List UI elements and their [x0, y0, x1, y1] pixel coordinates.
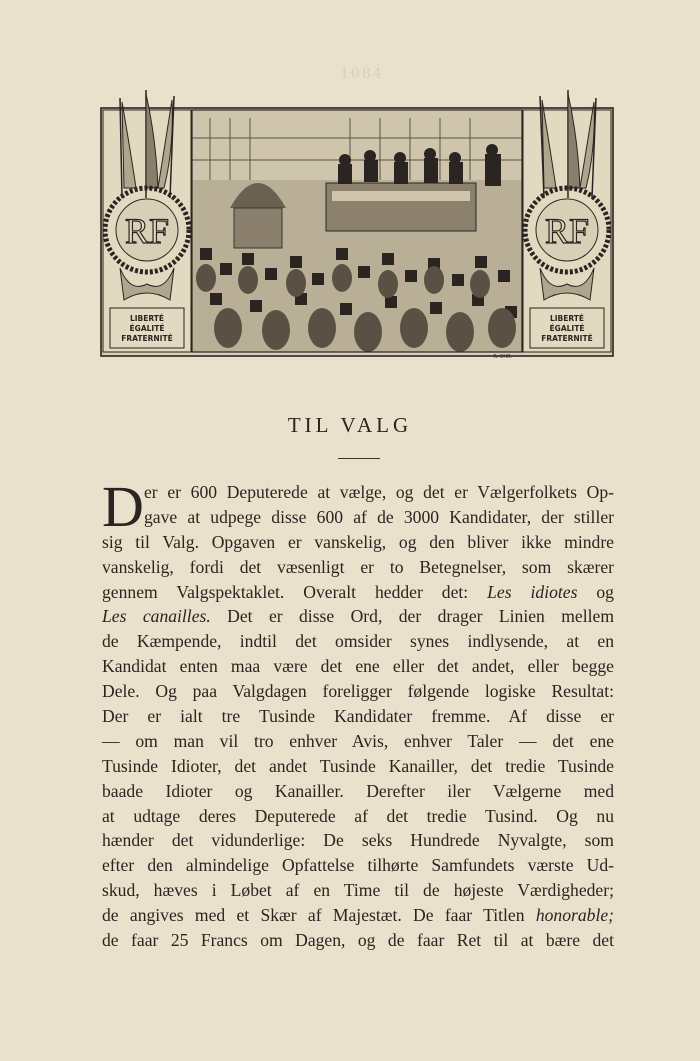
right-monogram: RF: [544, 211, 590, 251]
body-line: Les canailles. Det er disse Ord, der drager Linien mellem: [102, 606, 614, 627]
left-motto-line-3: FRATERNITÉ: [121, 334, 173, 343]
body-line: — om man vil tro enhver Avis, enhver Taler — det ene: [102, 730, 614, 751]
header-illustration: [100, 88, 614, 360]
body-line: at udtage deres Deputerede af det tredie Tusind. Og nu: [102, 805, 614, 826]
left-motto-line-2: ÉGALITÉ: [129, 324, 165, 333]
body-line: hænder det vidunderlige: De seks Hundrede Nyvalgte, som: [102, 830, 614, 851]
body-line: efter den almindelige Opfattelse tilhørte Samfundets værste Ud-: [102, 855, 614, 876]
body-line: gennem Valgspektaklet. Overalt hedder det: Les idiotes og: [102, 581, 614, 602]
body-line: vanskelig, fordi det væsenligt er to Betegnelser, som skærer: [102, 556, 614, 577]
body-line: Dele. Og paa Valgdagen foreligger følgende logiske Resultat:: [102, 681, 614, 702]
italic-phrase: honorable;: [535, 905, 614, 926]
artist-signature: R. CHR.: [493, 354, 512, 360]
body-line: de angives med et Skær af Majestæt. De faar Titlen honorable;: [102, 905, 614, 926]
body-line: baade Idioter og Kanailler. Derefter iler Vælgerne med: [102, 780, 614, 801]
left-monogram: RF: [124, 211, 170, 251]
body-line: skud, hæves i Løbet af en Time til de højeste Værdigheder;: [102, 880, 614, 901]
body-line: de faar 25 Francs om Dagen, og de faar Ret til at bære det: [102, 930, 614, 951]
crowd-scene-image: [192, 110, 522, 352]
body-line: de Kæmpende, indtil det omsider synes indlysende, at en: [102, 631, 614, 652]
body-line: Tusinde Idioter, det andet Tusinde Kanailler, det tredie Tusinde: [102, 755, 614, 776]
right-motto-line-1: LIBERTÉ: [549, 314, 585, 323]
body-line: sig til Valg. Opgaven er vanskelig, og den bliver ikke mindre: [102, 531, 614, 552]
italic-phrase: Les canailles.: [102, 606, 211, 627]
right-motto-line-2: ÉGALITÉ: [549, 324, 585, 333]
left-motto-line-1: LIBERTÉ: [129, 314, 165, 323]
right-motto-line-3: FRATERNITÉ: [541, 334, 593, 343]
title-rule: [338, 458, 380, 459]
body-line: er er 600 Deputerede at vælge, og det er Vælgerfolkets Op-: [144, 482, 614, 502]
drop-cap: D: [102, 474, 144, 539]
body-line: Kandidat enten maa være det ene eller det andet, eller begge: [102, 656, 614, 677]
italic-phrase: Les idiotes: [487, 581, 578, 602]
body-text: [102, 474, 614, 953]
body-line: Der er ialt tre Tusinde Kandidater fremme. Af disse er: [102, 706, 614, 727]
chapter-title: TIL VALG: [287, 413, 413, 437]
ghost-page-number: 1084: [340, 66, 384, 82]
body-line: gave at udpege disse 600 af de 3000 Kandidater, der stiller: [144, 506, 614, 527]
